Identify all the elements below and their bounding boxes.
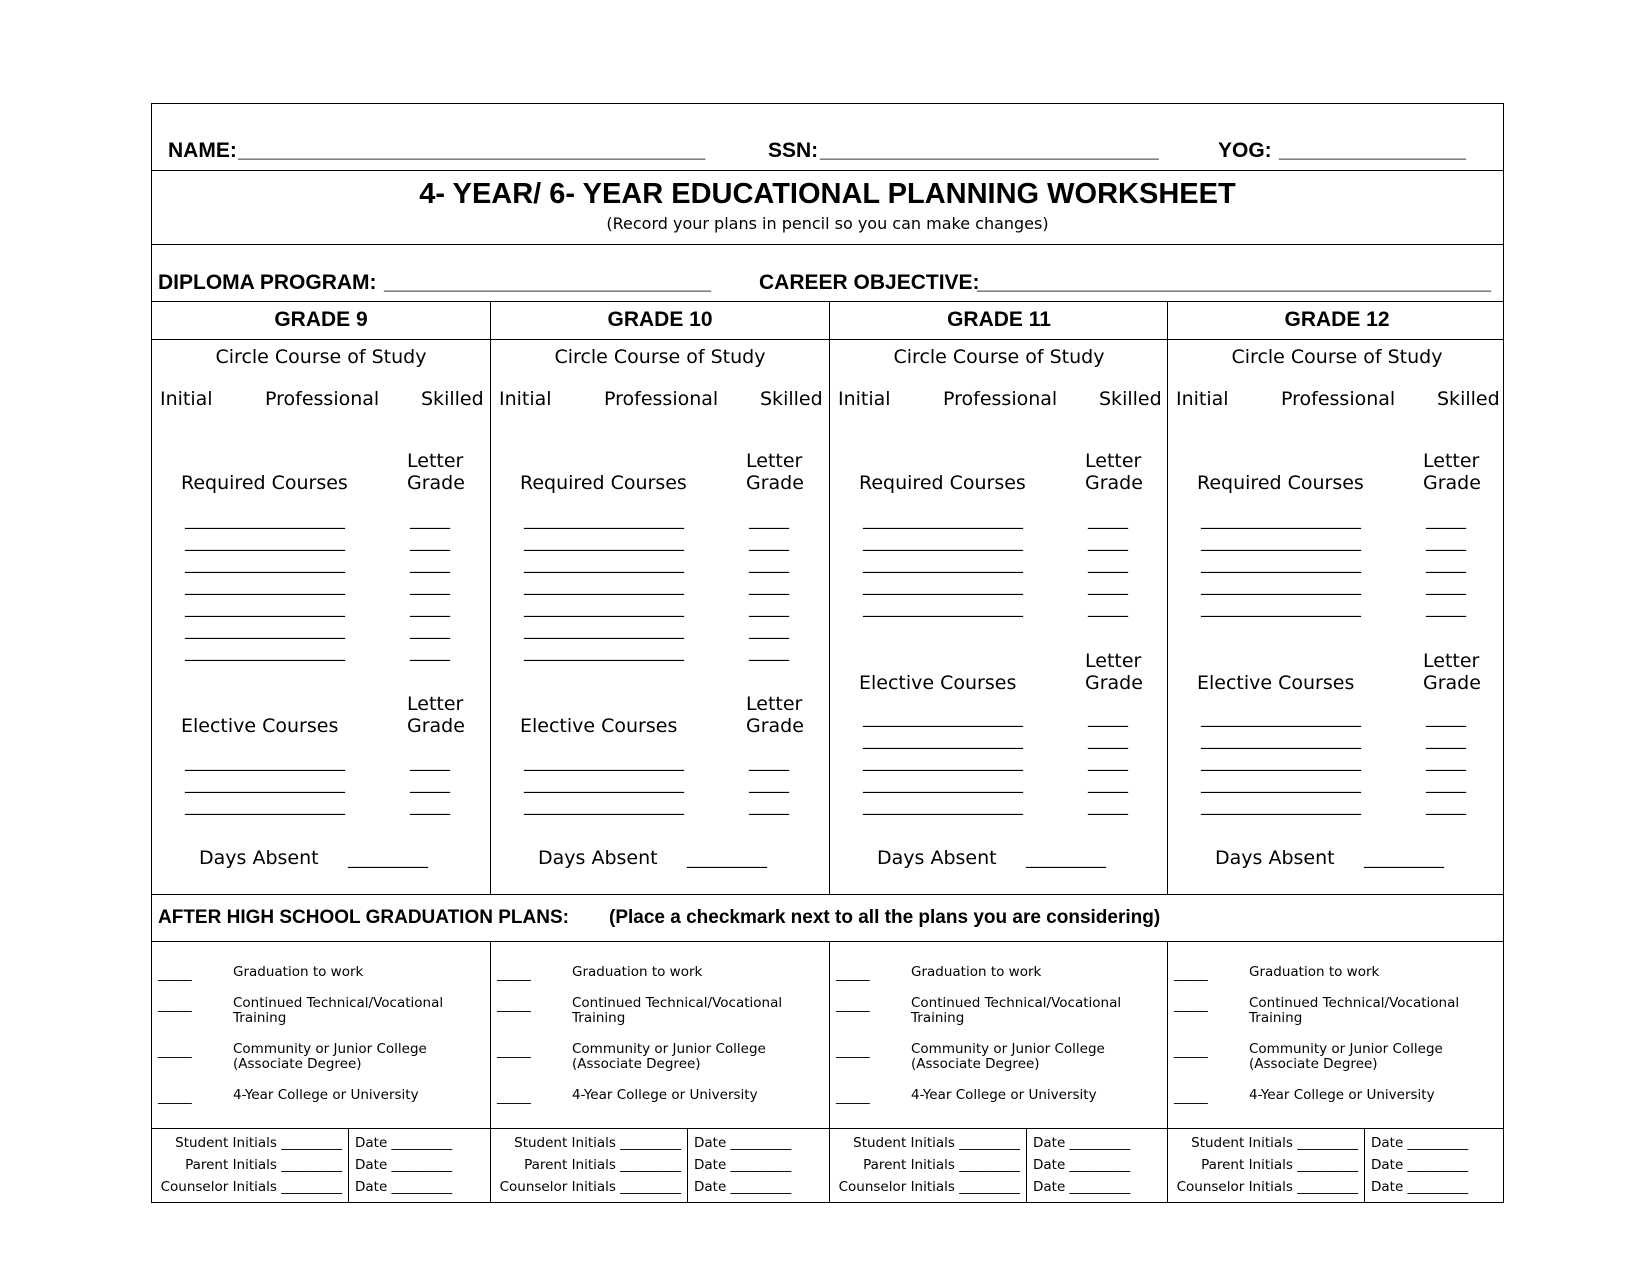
grade-label: Grade (1085, 672, 1143, 694)
option-professional[interactable]: Professional (1281, 388, 1396, 410)
name-label: NAME: (168, 139, 237, 162)
grade-label: Grade (407, 472, 465, 494)
elective-grade-blank[interactable]: _____ (749, 774, 789, 793)
required-grade-blank[interactable]: _____ (1088, 510, 1128, 529)
option-skilled[interactable]: Skilled (1437, 388, 1500, 410)
diploma-program-label: DIPLOMA PROGRAM: (158, 271, 377, 294)
required-grade-blank[interactable]: _____ (410, 510, 450, 529)
required-course-blank[interactable]: ____________________ (185, 642, 345, 661)
required-course-blank[interactable]: ____________________ (1201, 576, 1361, 595)
days-absent-label: Days Absent (538, 847, 658, 869)
elective-grade-blank[interactable]: _____ (410, 796, 450, 815)
letter-label: Letter (1085, 450, 1142, 472)
elective-course-blank[interactable]: ____________________ (524, 752, 684, 771)
date-field[interactable]: Date _________ (694, 1157, 792, 1173)
required-courses-label: Required Courses (859, 472, 1026, 494)
yog-field[interactable]: ________________ (1279, 139, 1466, 162)
required-courses-label: Required Courses (1197, 472, 1364, 494)
plan-checkbox[interactable]: _____ (836, 966, 870, 982)
required-grade-blank[interactable]: _____ (1426, 532, 1466, 551)
worksheet-form (151, 103, 1504, 1203)
required-grade-blank[interactable]: _____ (410, 576, 450, 595)
page-title: 4- YEAR/ 6- YEAR EDUCATIONAL PLANNING WORKSHEET (419, 178, 1236, 210)
elective-grade-blank[interactable]: _____ (1088, 730, 1128, 749)
required-course-blank[interactable]: ____________________ (863, 554, 1023, 573)
option-skilled[interactable]: Skilled (1099, 388, 1162, 410)
yog-label: YOG: (1218, 139, 1272, 162)
plan-checkbox[interactable]: _____ (1174, 997, 1208, 1013)
required-grade-blank[interactable]: _____ (749, 642, 789, 661)
required-course-blank[interactable]: ____________________ (863, 532, 1023, 551)
elective-grade-blank[interactable]: _____ (1088, 708, 1128, 727)
circle-course-label: Circle Course of Study (1231, 346, 1443, 368)
parent-initials-field[interactable]: Parent Initials _________ (185, 1157, 342, 1173)
elective-course-blank[interactable]: ____________________ (185, 796, 345, 815)
required-course-blank[interactable]: ____________________ (524, 620, 684, 639)
plan-option-label-2: Training (911, 1010, 965, 1026)
date-field[interactable]: Date _________ (1033, 1135, 1131, 1151)
required-course-blank[interactable]: ____________________ (524, 598, 684, 617)
letter-label: Letter (746, 450, 803, 472)
plan-checkbox[interactable]: _____ (836, 1043, 870, 1059)
counselor-initials-field[interactable]: Counselor Initials _________ (499, 1179, 681, 1195)
option-initial[interactable]: Initial (160, 388, 213, 410)
plan-option-label-2: Training (572, 1010, 626, 1026)
required-grade-blank[interactable]: _____ (410, 620, 450, 639)
required-grade-blank[interactable]: _____ (749, 532, 789, 551)
elective-course-blank[interactable]: ____________________ (863, 752, 1023, 771)
days-absent-label: Days Absent (199, 847, 319, 869)
letter-label: Letter (407, 693, 464, 715)
required-grade-blank[interactable]: _____ (410, 554, 450, 573)
date-field[interactable]: Date _________ (1371, 1157, 1469, 1173)
required-course-blank[interactable]: ____________________ (863, 510, 1023, 529)
elective-course-blank[interactable]: ____________________ (524, 796, 684, 815)
option-initial[interactable]: Initial (838, 388, 891, 410)
elective-course-blank[interactable]: ____________________ (1201, 708, 1361, 727)
elective-courses-label: Elective Courses (520, 715, 678, 737)
career-objective-field[interactable]: ____________________________________________ (977, 271, 1491, 294)
plan-option-label: Graduation to work (233, 964, 364, 980)
plan-option-label-2: (Associate Degree) (1249, 1056, 1378, 1072)
elective-course-blank[interactable]: ____________________ (1201, 796, 1361, 815)
elective-grade-blank[interactable]: _____ (749, 752, 789, 771)
elective-grade-blank[interactable]: _____ (410, 774, 450, 793)
required-course-blank[interactable]: ____________________ (863, 576, 1023, 595)
required-course-blank[interactable]: ____________________ (1201, 598, 1361, 617)
counselor-initials-field[interactable]: Counselor Initials _________ (160, 1179, 342, 1195)
required-grade-blank[interactable]: _____ (749, 598, 789, 617)
date-field[interactable]: Date _________ (694, 1179, 792, 1195)
elective-grade-blank[interactable]: _____ (1088, 796, 1128, 815)
elective-course-blank[interactable]: ____________________ (863, 796, 1023, 815)
letter-label: Letter (746, 693, 803, 715)
required-course-blank[interactable]: ____________________ (185, 532, 345, 551)
grade-heading: GRADE 11 (947, 308, 1051, 331)
letter-label: Letter (1423, 650, 1480, 672)
date-field[interactable]: Date _________ (1371, 1135, 1469, 1151)
grade-column (152, 104, 490, 1202)
option-initial[interactable]: Initial (499, 388, 552, 410)
grade-label: Grade (746, 472, 804, 494)
plan-option-label: 4-Year College or University (911, 1087, 1097, 1103)
required-grade-blank[interactable]: _____ (1088, 598, 1128, 617)
elective-courses-label: Elective Courses (181, 715, 339, 737)
plan-checkbox[interactable]: _____ (158, 1089, 192, 1105)
grade-label: Grade (1423, 672, 1481, 694)
required-course-blank[interactable]: ____________________ (1201, 554, 1361, 573)
elective-course-blank[interactable]: ____________________ (863, 774, 1023, 793)
career-objective-label: CAREER OBJECTIVE: (759, 271, 980, 294)
date-field[interactable]: Date _________ (1371, 1179, 1469, 1195)
name-field[interactable]: ________________________________________ (238, 139, 706, 162)
plans-instruction: (Place a checkmark next to all the plans you are considering) (609, 907, 1161, 928)
option-professional[interactable]: Professional (604, 388, 719, 410)
required-grade-blank[interactable]: _____ (1088, 532, 1128, 551)
plan-checkbox[interactable]: _____ (1174, 1089, 1208, 1105)
required-grade-blank[interactable]: _____ (1426, 598, 1466, 617)
plan-option-label: Community or Junior College (572, 1041, 766, 1057)
student-initials-field[interactable]: Student Initials _________ (853, 1135, 1020, 1151)
elective-course-blank[interactable]: ____________________ (185, 752, 345, 771)
plan-option-label: 4-Year College or University (233, 1087, 419, 1103)
required-course-blank[interactable]: ____________________ (185, 620, 345, 639)
required-grade-blank[interactable]: _____ (749, 620, 789, 639)
plan-checkbox[interactable]: _____ (158, 997, 192, 1013)
elective-grade-blank[interactable]: _____ (1088, 774, 1128, 793)
required-grade-blank[interactable]: _____ (749, 510, 789, 529)
date-field[interactable]: Date _________ (355, 1157, 453, 1173)
plan-option-label: Continued Technical/Vocational (1249, 995, 1460, 1011)
plan-checkbox[interactable]: _____ (497, 1089, 531, 1105)
days-absent-field[interactable]: __________ (348, 849, 428, 868)
elective-course-blank[interactable]: ____________________ (863, 708, 1023, 727)
elective-grade-blank[interactable]: _____ (410, 752, 450, 771)
plan-option-label-2: (Associate Degree) (572, 1056, 701, 1072)
required-grade-blank[interactable]: _____ (749, 554, 789, 573)
required-course-blank[interactable]: ____________________ (863, 598, 1023, 617)
days-absent-label: Days Absent (877, 847, 997, 869)
plan-option-label: Community or Junior College (911, 1041, 1105, 1057)
plan-option-label: 4-Year College or University (1249, 1087, 1435, 1103)
plan-option-label: Continued Technical/Vocational (233, 995, 444, 1011)
elective-course-blank[interactable]: ____________________ (1201, 774, 1361, 793)
grade-heading: GRADE 12 (1284, 308, 1390, 331)
circle-course-label: Circle Course of Study (554, 346, 766, 368)
grade-column (830, 104, 1168, 1202)
required-courses-label: Required Courses (181, 472, 348, 494)
required-course-blank[interactable]: ____________________ (524, 554, 684, 573)
elective-courses-label: Elective Courses (859, 672, 1017, 694)
plan-option-label: Continued Technical/Vocational (911, 995, 1122, 1011)
required-course-blank[interactable]: ____________________ (185, 554, 345, 573)
days-absent-field[interactable]: __________ (1364, 849, 1444, 868)
plan-option-label-2: Training (233, 1010, 287, 1026)
elective-course-blank[interactable]: ____________________ (524, 774, 684, 793)
required-grade-blank[interactable]: _____ (410, 532, 450, 551)
plan-checkbox[interactable]: _____ (497, 966, 531, 982)
grade-label: Grade (1423, 472, 1481, 494)
elective-grade-blank[interactable]: _____ (1426, 730, 1466, 749)
required-grade-blank[interactable]: _____ (1088, 576, 1128, 595)
plan-checkbox[interactable]: _____ (1174, 966, 1208, 982)
circle-course-label: Circle Course of Study (215, 346, 427, 368)
days-absent-field[interactable]: __________ (687, 849, 767, 868)
elective-grade-blank[interactable]: _____ (1426, 708, 1466, 727)
plan-option-label: Community or Junior College (1249, 1041, 1443, 1057)
option-skilled[interactable]: Skilled (760, 388, 823, 410)
date-field[interactable]: Date _________ (355, 1135, 453, 1151)
plan-option-label: Community or Junior College (233, 1041, 427, 1057)
student-initials-field[interactable]: Student Initials _________ (175, 1135, 342, 1151)
elective-grade-blank[interactable]: _____ (749, 796, 789, 815)
plan-option-label: Graduation to work (911, 964, 1042, 980)
required-course-blank[interactable]: ____________________ (185, 510, 345, 529)
counselor-initials-field[interactable]: Counselor Initials _________ (1176, 1179, 1358, 1195)
required-course-blank[interactable]: ____________________ (1201, 510, 1361, 529)
elective-course-blank[interactable]: ____________________ (185, 774, 345, 793)
plan-checkbox[interactable]: _____ (836, 1089, 870, 1105)
circle-course-label: Circle Course of Study (893, 346, 1105, 368)
elective-grade-blank[interactable]: _____ (1088, 752, 1128, 771)
elective-courses-label: Elective Courses (1197, 672, 1355, 694)
option-skilled[interactable]: Skilled (421, 388, 484, 410)
plan-checkbox[interactable]: _____ (497, 1043, 531, 1059)
grade-column (1168, 104, 1506, 1202)
grade-column (491, 104, 829, 1202)
diploma-program-field[interactable]: ____________________________ (384, 271, 712, 294)
date-field[interactable]: Date _________ (1033, 1157, 1131, 1173)
letter-label: Letter (1085, 650, 1142, 672)
days-absent-label: Days Absent (1215, 847, 1335, 869)
parent-initials-field[interactable]: Parent Initials _________ (863, 1157, 1020, 1173)
page-subtitle: (Record your plans in pencil so you can make changes) (606, 214, 1049, 233)
required-grade-blank[interactable]: _____ (1088, 554, 1128, 573)
parent-initials-field[interactable]: Parent Initials _________ (524, 1157, 681, 1173)
plan-option-label: Graduation to work (572, 964, 703, 980)
ssn-label: SSN: (768, 139, 819, 162)
option-professional[interactable]: Professional (265, 388, 380, 410)
letter-label: Letter (407, 450, 464, 472)
grade-heading: GRADE 9 (274, 308, 368, 331)
required-grade-blank[interactable]: _____ (749, 576, 789, 595)
date-field[interactable]: Date _________ (1033, 1179, 1131, 1195)
plan-option-label-2: Training (1249, 1010, 1303, 1026)
plans-heading: AFTER HIGH SCHOOL GRADUATION PLANS: (158, 907, 569, 928)
elective-course-blank[interactable]: ____________________ (1201, 730, 1361, 749)
elective-course-blank[interactable]: ____________________ (863, 730, 1023, 749)
plan-option-label: Graduation to work (1249, 964, 1380, 980)
required-grade-blank[interactable]: _____ (410, 642, 450, 661)
elective-grade-blank[interactable]: _____ (1426, 774, 1466, 793)
elective-course-blank[interactable]: ____________________ (1201, 752, 1361, 771)
grade-label: Grade (1085, 472, 1143, 494)
required-course-blank[interactable]: ____________________ (524, 642, 684, 661)
option-initial[interactable]: Initial (1176, 388, 1229, 410)
days-absent-field[interactable]: __________ (1026, 849, 1106, 868)
parent-initials-field[interactable]: Parent Initials _________ (1201, 1157, 1358, 1173)
required-course-blank[interactable]: ____________________ (185, 576, 345, 595)
plan-checkbox[interactable]: _____ (1174, 1043, 1208, 1059)
plan-option-label-2: (Associate Degree) (911, 1056, 1040, 1072)
plan-option-label: Continued Technical/Vocational (572, 995, 783, 1011)
plan-checkbox[interactable]: _____ (497, 997, 531, 1013)
plan-checkbox[interactable]: _____ (158, 966, 192, 982)
required-course-blank[interactable]: ____________________ (1201, 532, 1361, 551)
required-grade-blank[interactable]: _____ (1426, 510, 1466, 529)
counselor-initials-field[interactable]: Counselor Initials _________ (838, 1179, 1020, 1195)
plan-option-label-2: (Associate Degree) (233, 1056, 362, 1072)
date-field[interactable]: Date _________ (694, 1135, 792, 1151)
grade-label: Grade (407, 715, 465, 737)
required-grade-blank[interactable]: _____ (410, 598, 450, 617)
required-course-blank[interactable]: ____________________ (524, 576, 684, 595)
required-grade-blank[interactable]: _____ (1426, 554, 1466, 573)
student-initials-field[interactable]: Student Initials _________ (514, 1135, 681, 1151)
option-professional[interactable]: Professional (943, 388, 1058, 410)
plan-checkbox[interactable]: _____ (836, 997, 870, 1013)
required-courses-label: Required Courses (520, 472, 687, 494)
elective-grade-blank[interactable]: _____ (1426, 752, 1466, 771)
required-course-blank[interactable]: ____________________ (524, 510, 684, 529)
plan-option-label: 4-Year College or University (572, 1087, 758, 1103)
required-course-blank[interactable]: ____________________ (524, 532, 684, 551)
ssn-field[interactable]: _____________________________ (820, 139, 1159, 162)
required-grade-blank[interactable]: _____ (1426, 576, 1466, 595)
required-course-blank[interactable]: ____________________ (185, 598, 345, 617)
plan-checkbox[interactable]: _____ (158, 1043, 192, 1059)
student-initials-field[interactable]: Student Initials _________ (1191, 1135, 1358, 1151)
grade-heading: GRADE 10 (607, 308, 713, 331)
elective-grade-blank[interactable]: _____ (1426, 796, 1466, 815)
date-field[interactable]: Date _________ (355, 1179, 453, 1195)
letter-label: Letter (1423, 450, 1480, 472)
grade-label: Grade (746, 715, 804, 737)
